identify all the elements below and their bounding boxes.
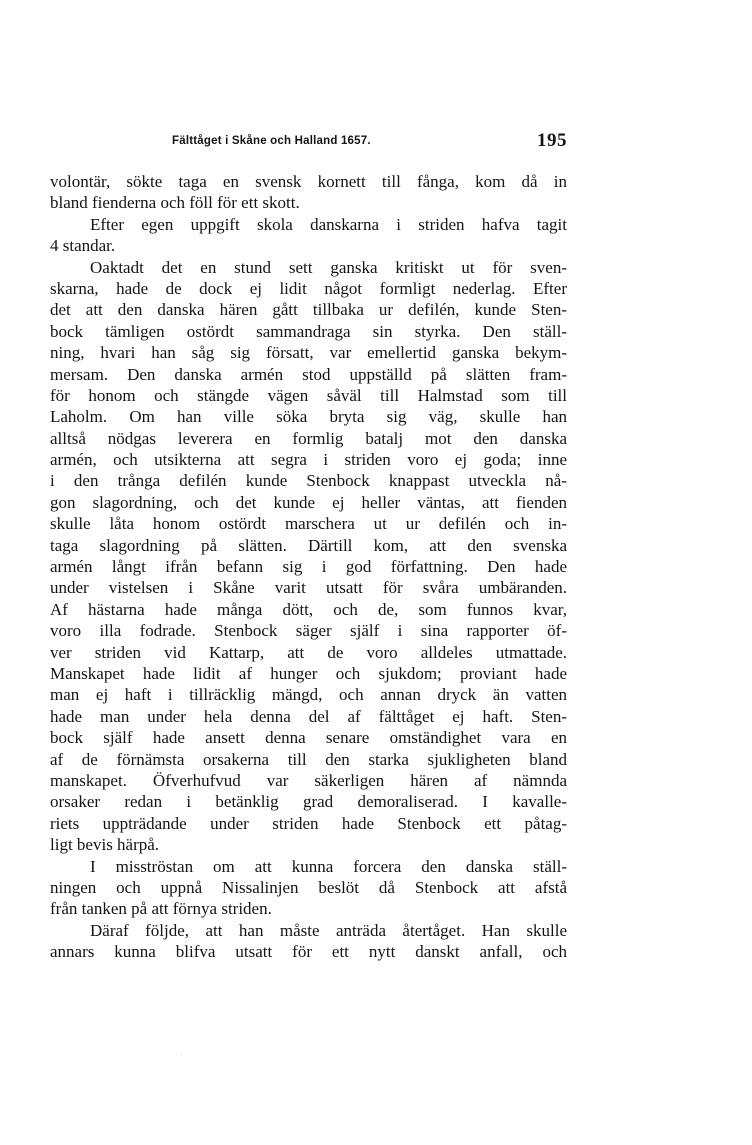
text-line: man ej haft i tillräcklig mängd, och annan dryck än vatten [50,685,567,705]
text-line: 4 standar. [50,236,116,256]
running-title: Fälttåget i Skåne och Halland 1657. [172,135,371,147]
running-head [50,130,567,158]
text-line: af de förnämsta orsakerna till den starka sjukligheten bland [50,749,567,769]
text-line: Oaktadt det en stund sett ganska kritiskt ut för sven- [90,257,567,277]
text-line: hade man under hela denna del af fälttåget ej haft. Sten- [50,706,567,726]
text-line: volontär, sökte taga en svensk kornett till fånga, kom då in [50,172,567,191]
text-line: under vistelsen i Skåne varit utsatt för svåra umbäranden. [50,578,567,598]
text-line: bock tämligen ostördt sammandraga sin styrka. Den ställ- [50,321,567,341]
text-line: ningen och uppnå Nissalinjen beslöt då Stenbock att afstå [50,877,567,897]
text-line: manskapet. Öfverhufvud var säkerligen hären af nämnda [50,770,567,790]
text-line: Laholm. Om han ville söka bryta sig väg, skulle han [50,407,567,427]
text-line: alltså nödgas leverera en formlig batalj mot den danska [50,428,567,448]
text-line: i den trånga defilén kunde Stenbock knappast utveckla nå- [50,471,567,491]
text-line: ning, hvari han såg sig försatt, var emellertid ganska bekym- [50,343,567,363]
text-line: mersam. Den danska armén stod uppställd på slätten fram- [50,364,567,384]
text-line: skulle låta honom ostördt marschera ut ur defilén och in- [50,514,567,534]
text-line: riets uppträdande under striden hade Stenbock ett påtag- [50,813,567,833]
page-number: 195 [537,130,567,151]
text-line: I misströstan om att kunna forcera den danska ställ- [90,856,567,876]
text-line: annars kunna blifva utsatt för ett nytt danskt anfall, och [50,942,567,962]
text-line: för honom och stängde vägen såväl till Halmstad som till [50,385,567,405]
page-speck: · [180,1050,183,1059]
text-line: Efter egen uppgift skola danskarna i striden hafva tagit [90,214,567,234]
text-line: armén långt ifrån befann sig i god författning. Den hade [50,557,567,577]
text-line: taga slagordning på slätten. Därtill kom, att den svenska [50,535,567,555]
text-line: Manskapet hade lidit af hunger och sjukdom; proviant hade [50,663,567,683]
text-line: orsaker redan i betänklig grad demoraliserad. I kavalle- [50,792,567,812]
text-line: ver striden vid Kattarp, att de voro alldeles utmattade. [50,642,567,662]
text-line: skarna, hade de dock ej lidit något formligt nederlag. Efter [50,278,567,298]
body-text [50,171,567,962]
text-line: bland fienderna och föll för ett skott. [50,193,300,213]
text-line: från tanken på att förnya striden. [50,899,272,919]
text-line: armén, och utsikterna att segra i striden voro ej goda; inne [50,450,567,470]
text-line: gon slagordning, och det kunde ej heller väntas, att fienden [50,492,567,512]
text-line: voro illa fodrade. Stenbock säger själf i sina rapporter öf- [50,621,567,641]
text-line: det att den danska hären gått tillbaka ur defilén, kunde Sten- [50,300,567,320]
text-line: bock själf hade ansett denna senare omständighet vara en [50,728,567,748]
text-line: ligt bevis härpå. [50,835,160,855]
text-line: Däraf följde, att han måste anträda återtåget. Han skulle [90,920,567,940]
text-line: Af hästarna hade många dött, och de, som funnos kvar, [50,599,567,619]
